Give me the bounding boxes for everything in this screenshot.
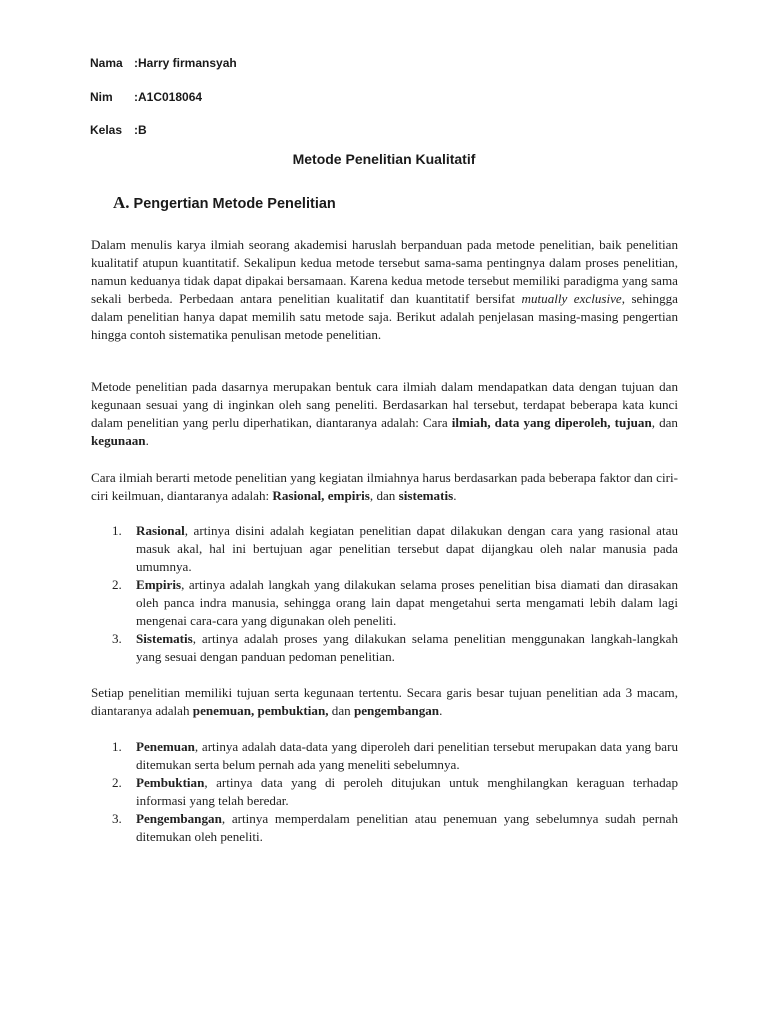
paragraph-research-goals (91, 684, 678, 720)
nim-value: :A1C018064 (134, 90, 203, 104)
list-text: , artinya disini adalah kegiatan penelitian dapat dilakukan dengan cara yang rasional atau masuk akal, hal ini bertujuan agar penelitian tersebut dapat dijangkau oleh nalar manusia pada umumnya. (136, 523, 678, 574)
paragraph-scientific-way (91, 469, 678, 505)
bold-term: ilmiah, data yang diperoleh, tujuan (451, 415, 652, 430)
list-text: , artinya adalah langkah yang dilakukan selama proses penelitian bisa diamati dan dirasakan oleh panca indra manusia, sehingga orang lain dapat mengetahui serta mengamati lebih dalam lagi mengenai cara-cara yang digunakan oleh peneliti. (136, 577, 678, 628)
text-run: Cara ilmiah berarti metode penelitian yang kegiatan ilmiahnya harus berdasarkan pada beberapa faktor dan ciri-ciri keilmuan, diantaranya adalah: (91, 470, 678, 503)
list-characteristics (91, 522, 678, 666)
list-item (91, 522, 678, 576)
list-term: Penemuan (136, 739, 195, 754)
text-run: , sehingga dalam penelitian hanya dapat memilih satu metode saja. Berikut adalah penjelasan masing-masing pengertian hingga contoh sistematika penulisan metode penelitian. (91, 291, 678, 342)
list-item (91, 774, 678, 810)
bold-term: Rasional, empiris (272, 488, 370, 503)
document-title: Metode Penelitian Kualitatif (292, 151, 476, 167)
list-number: 1. (112, 523, 122, 538)
text-run: . (453, 488, 457, 503)
text-run: Setiap penelitian memiliki tujuan serta kegunaan tertentu. Secara garis besar tujuan penelitian ada 3 macam, diantaranya adalah (91, 685, 678, 718)
text-run: Dalam menulis karya ilmiah seorang akademisi haruslah berpanduan pada metode penelitian, baik penelitian kualitatif atupun kuantitatif. Sekalipun kedua metode tersebut sama-sama pentingnya dalam proses penelitian, namun keduanya tidak dapat dipakai bersamaan. Karena kedua metode tersebut memiliki paradigma yang sama sekali berbeda. Perbedaan antara penelitian kualitatif dan kuantitatif bersifat (91, 237, 678, 306)
list-number: 3. (112, 631, 122, 646)
list-item (91, 810, 678, 846)
nim-row (90, 90, 202, 104)
section-title: Pengertian Metode Penelitian (133, 196, 336, 212)
kelas-label: Kelas (90, 123, 123, 137)
name-label: Nama (90, 56, 123, 70)
list-text: , artinya adalah proses yang dilakukan selama penelitian menggunakan langkah-langkah yang sesuai dengan panduan pedoman penelitian. (136, 631, 678, 664)
kelas-value: :B (134, 123, 147, 137)
italic-term: mutually exclusive (521, 291, 622, 306)
bold-term: penemuan, pembuktian, (192, 703, 329, 718)
text-run: dan (328, 703, 354, 718)
text-run: , dan (369, 488, 399, 503)
list-term: Sistematis (136, 631, 193, 646)
text-run: . (439, 703, 443, 718)
list-item (91, 738, 678, 774)
list-goals (91, 738, 678, 846)
text-run: , dan (651, 415, 678, 430)
paragraph-intro (91, 236, 678, 344)
paragraph-method-definition (91, 378, 678, 450)
bold-term: kegunaan (91, 433, 146, 448)
list-text: , artinya data yang di peroleh ditujukan untuk menghilangkan keraguan terhadap informasi yang telah beredar. (136, 775, 678, 808)
kelas-row (90, 123, 147, 137)
list-number: 2. (112, 577, 122, 592)
bold-term: pengembangan (353, 703, 440, 718)
section-heading (113, 193, 336, 213)
list-term: Rasional (136, 523, 185, 538)
text-run: Metode penelitian pada dasarnya merupakan bentuk cara ilmiah dalam mendapatkan data dengan tujuan dan kegunaan sesuai yang di inginkan oleh sang peneliti. Berdasarkan hal tersebut, terdapat beberapa kata kunci dalam penelitian yang perlu diperhatikan, diantaranya adalah: Cara (91, 379, 678, 430)
section-letter: A. (113, 193, 130, 212)
text-run: . (145, 433, 149, 448)
bold-term: sistematis (398, 488, 454, 503)
name-row (90, 56, 237, 70)
list-item (91, 630, 678, 666)
list-number: 3. (112, 811, 122, 826)
list-term: Pembuktian (136, 775, 205, 790)
list-number: 2. (112, 775, 122, 790)
list-text: , artinya adalah data-data yang diperoleh dari penelitian tersebut merupakan data yang baru ditemukan serta belum pernah ada yang meneliti sebelumnya. (136, 739, 678, 772)
nim-label: Nim (90, 90, 113, 104)
list-number: 1. (112, 739, 122, 754)
list-item (91, 576, 678, 630)
list-term: Pengembangan (136, 811, 222, 826)
list-term: Empiris (136, 577, 182, 592)
name-value: :Harry firmansyah (134, 56, 237, 70)
list-text: , artinya memperdalam penelitian atau penemuan yang sebelumnya sudah pernah ditemukan oleh peneliti. (136, 811, 678, 844)
